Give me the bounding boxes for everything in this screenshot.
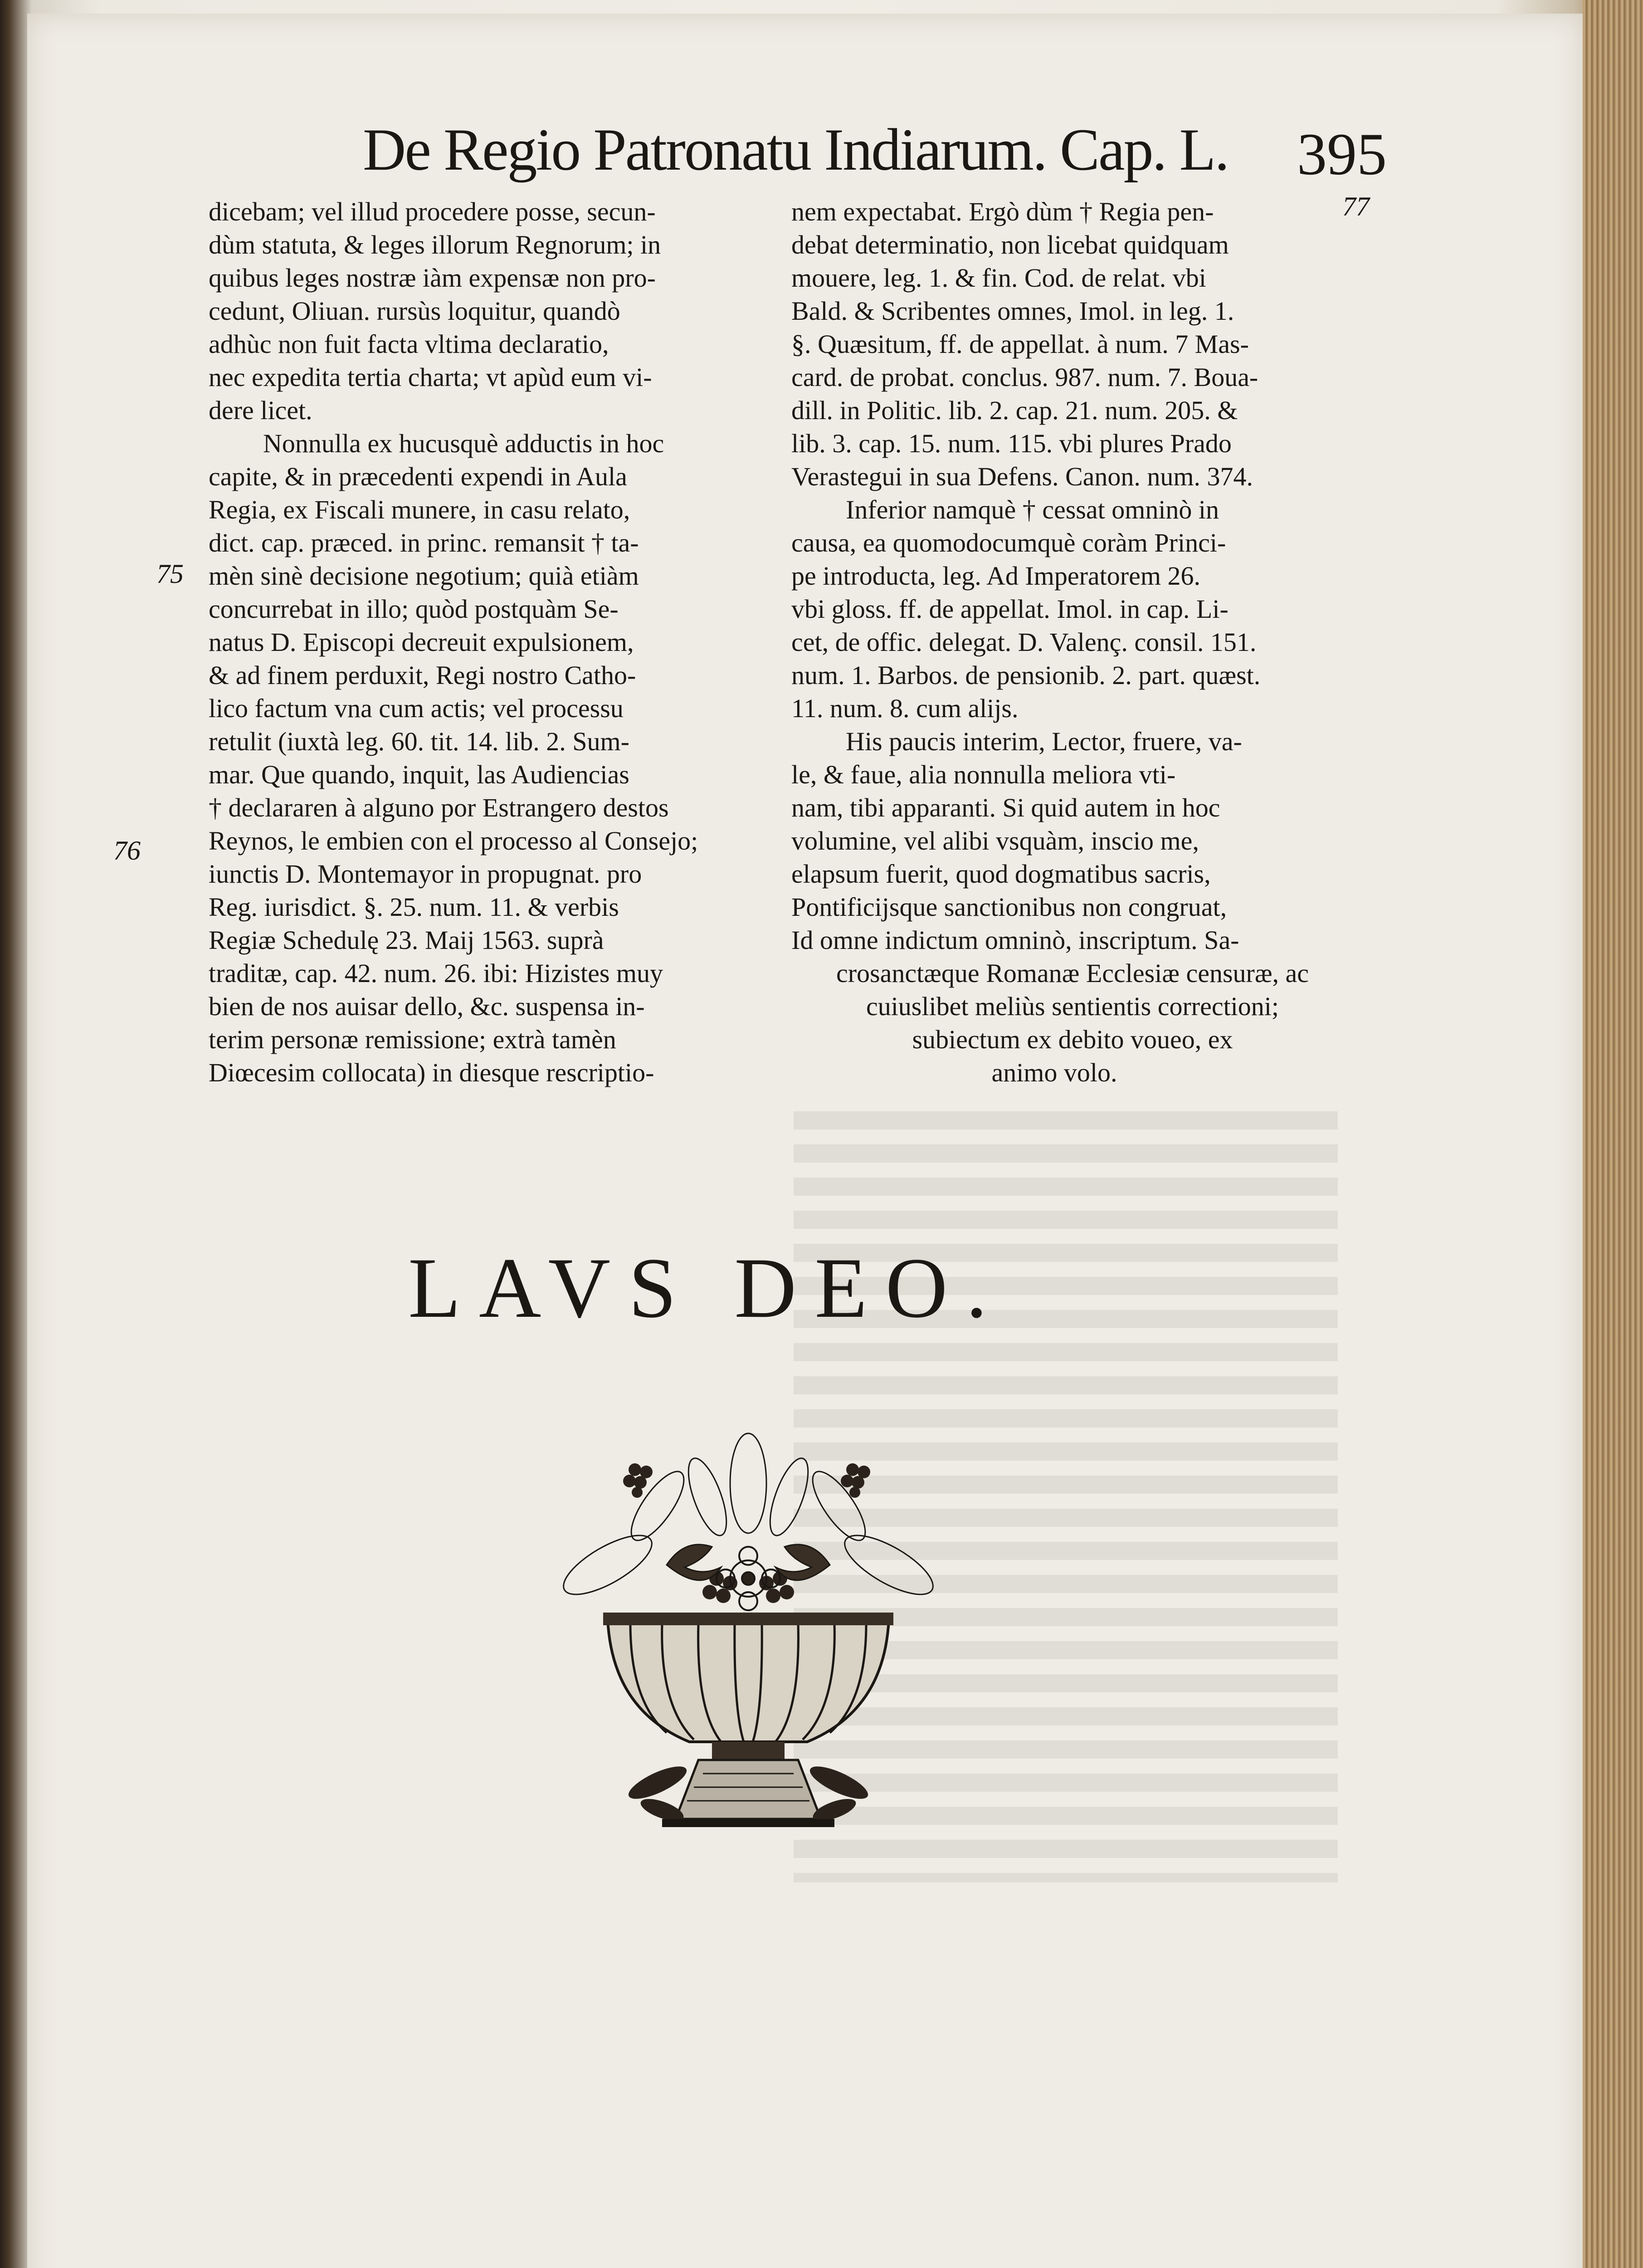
text-line: Regia, ex Fiscali munere, in casu relato, bbox=[209, 495, 630, 524]
text-line: vbi gloss. ff. de appellat. Imol. in cap. Li- bbox=[791, 594, 1229, 624]
text-line: † declararen à alguno por Estrangero destos bbox=[209, 793, 669, 822]
text-line: cedunt, Oliuan. rursùs loquitur, quandò bbox=[209, 296, 620, 326]
text-line: debat determinatio, non licebat quidquam bbox=[791, 230, 1229, 259]
text-line: traditæ, cap. 42. num. 26. ibi: Hizistes muy bbox=[209, 958, 663, 988]
text-line: dict. cap. præced. in princ. remansit † ta- bbox=[209, 528, 639, 557]
text-line: lib. 3. cap. 15. num. 115. vbi plures Prado bbox=[791, 429, 1232, 458]
text-line: subiectum ex debito voueo, ex bbox=[912, 1025, 1233, 1054]
text-line: 11. num. 8. cum alijs. bbox=[791, 694, 1019, 723]
text-line: Reynos, le embien con el processo al Consejo; bbox=[209, 826, 698, 855]
text-line: Reg. iurisdict. §. 25. num. 11. & verbis bbox=[209, 892, 619, 922]
marginal-number-77: 77 bbox=[1342, 191, 1370, 221]
text-line: Diœcesim collocata) in diesque rescriptio- bbox=[209, 1058, 654, 1087]
text-line: bien de nos auisar dello, &c. suspensa in- bbox=[209, 992, 645, 1021]
text-line: dicebam; vel illud procedere posse, secun- bbox=[209, 197, 656, 226]
text-line: natus D. Episcopi decreuit expulsionem, bbox=[209, 627, 634, 657]
text-line: §. Quæsitum, ff. de appellat. à num. 7 Mas- bbox=[791, 329, 1249, 359]
colophon-laus-deo: LAVS DEO. bbox=[408, 1241, 1006, 1336]
text-line: Regiæ Schedulę 23. Maij 1563. suprà bbox=[209, 925, 604, 955]
marginal-number-75: 75 bbox=[156, 559, 184, 589]
text-line: Verastegui in sua Defens. Canon. num. 374. bbox=[791, 462, 1253, 491]
text-line: volumine, vel alibi vsquàm, inscio me, bbox=[791, 826, 1199, 855]
text-line: Pontificijsque sanctionibus non congruat, bbox=[791, 892, 1227, 922]
text-line: Id omne indictum omninò, inscriptum. Sa- bbox=[791, 925, 1239, 955]
page-fore-edge bbox=[1583, 0, 1643, 2268]
vase-ornament-icon bbox=[553, 1429, 943, 1864]
text-line: concurrebat in illo; quòd postquàm Se- bbox=[209, 594, 619, 624]
text-line: Nonnulla ex hucusquè adductis in hoc bbox=[263, 429, 664, 458]
text-line: & ad finem perduxit, Regi nostro Catho- bbox=[209, 660, 636, 690]
text-line: num. 1. Barbos. de pensionib. 2. part. quæst. bbox=[791, 660, 1261, 690]
right-text-column bbox=[791, 195, 1354, 1089]
text-line: mèn sinè decisione negotium; quià etiàm bbox=[209, 561, 639, 591]
text-line: nem expectabat. Ergò dùm † Regia pen- bbox=[791, 197, 1214, 226]
folio-number: 395 bbox=[1297, 121, 1387, 187]
text-line: nec expedita tertia charta; vt apùd eum vi- bbox=[209, 362, 652, 392]
text-line: card. de probat. conclus. 987. num. 7. Boua- bbox=[791, 362, 1258, 392]
text-line: causa, ea quomodocumquè coràm Princi- bbox=[791, 528, 1226, 557]
text-line: animo volo. bbox=[991, 1058, 1117, 1087]
text-line: terim personæ remissione; extrà tamèn bbox=[209, 1025, 616, 1054]
text-line: dùm statuta, & leges illorum Regnorum; in bbox=[209, 230, 661, 259]
text-line: mar. Que quando, inquit, las Audiencias bbox=[209, 760, 629, 789]
text-line: lico factum vna cum actis; vel processu bbox=[209, 694, 624, 723]
running-head: De Regio Patronatu Indiarum. Cap. L. bbox=[363, 116, 1229, 183]
text-line: nam, tibi apparanti. Si quid autem in hoc bbox=[791, 793, 1220, 822]
text-line: cet, de offic. delegat. D. Valenç. consil. 151. bbox=[791, 627, 1257, 657]
text-line: dill. in Politic. lib. 2. cap. 21. num. 205. & bbox=[791, 396, 1238, 425]
text-line: le, & faue, alia nonnulla meliora vti- bbox=[791, 760, 1176, 789]
text-line: iunctis D. Montemayor in propugnat. pro bbox=[209, 859, 642, 889]
text-line: elapsum fuerit, quod dogmatibus sacris, bbox=[791, 859, 1211, 889]
left-text-column bbox=[209, 195, 771, 1089]
text-line: cuiuslibet meliùs sentientis correctioni; bbox=[866, 992, 1279, 1021]
text-line: Bald. & Scribentes omnes, Imol. in leg. 1. bbox=[791, 296, 1234, 326]
text-line: Inferior namquè † cessat omninò in bbox=[846, 495, 1219, 524]
text-line: retulit (iuxtà leg. 60. tit. 14. lib. 2. Sum- bbox=[209, 727, 629, 756]
text-line: mouere, leg. 1. & fin. Cod. de relat. vbi bbox=[791, 263, 1206, 293]
text-line: His paucis interim, Lector, fruere, va- bbox=[846, 727, 1242, 756]
marginal-number-76: 76 bbox=[113, 836, 141, 865]
text-line: crosanctæque Romanæ Ecclesiæ censuræ, ac bbox=[836, 958, 1309, 988]
text-line: dere licet. bbox=[209, 396, 312, 425]
text-line: capite, & in præcedenti expendi in Aula bbox=[209, 462, 627, 491]
text-line: quibus leges nostræ iàm expensæ non pro- bbox=[209, 263, 656, 293]
text-line: pe introducta, leg. Ad Imperatorem 26. bbox=[791, 561, 1200, 591]
text-line: adhùc non fuit facta vltima declaratio, bbox=[209, 329, 609, 359]
